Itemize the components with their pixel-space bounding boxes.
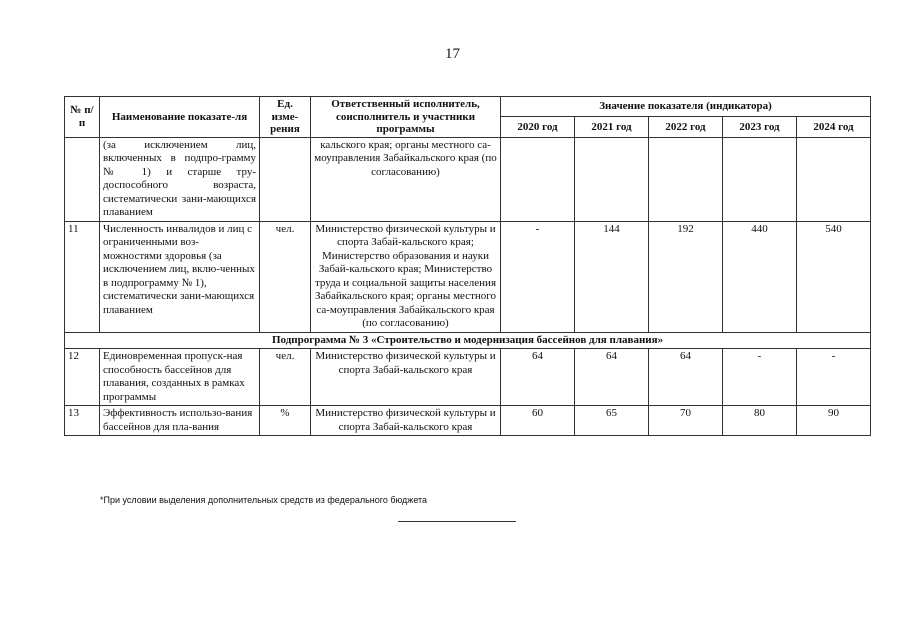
subprogram-row [65,332,871,349]
header-unit: Ед. изме-рения [260,97,311,138]
row-num: 11 [65,221,100,332]
row-value [575,137,649,221]
row-responsible: Министерство физической культуры и спорта Забай-кальского края; Министерство образования и науки Забай-кальского края; Министерство труда и социальной защиты населения Забайкальского края; органы местного са-моуправления Забайкальского края (по согласованию) [311,221,501,332]
subprogram-title: Подпрограмма № 3 «Строительство и модернизация бассейнов для плавания» [65,332,871,349]
row-value: 80 [723,406,797,436]
row-value: 90 [797,406,871,436]
row-value: - [797,349,871,406]
header-year: 2024 год [797,117,871,137]
row-value: 64 [649,349,723,406]
row-value: 70 [649,406,723,436]
row-value: 540 [797,221,871,332]
row-value [723,137,797,221]
row-value [501,137,575,221]
row-value [797,137,871,221]
indicators-table [64,96,871,436]
table-row [65,406,871,436]
row-num: 12 [65,349,100,406]
table-row [65,137,871,221]
table-row [65,221,871,332]
row-name: (за исключением лиц, включенных в подпро-грамму № 1) и старше тру-доспособного возраста, систематически зани-мающихся плаванием [100,137,260,221]
end-rule [398,521,516,522]
row-value: 144 [575,221,649,332]
header-year: 2020 год [501,117,575,137]
row-responsible: Министерство физической культуры и спорта Забай-кальского края [311,349,501,406]
header-year: 2023 год [723,117,797,137]
row-num: 13 [65,406,100,436]
row-value: 192 [649,221,723,332]
row-name: Единовременная пропуск-ная способность бассейнов для плавания, созданных в рамках программы [100,349,260,406]
row-num [65,137,100,221]
header-row-1 [65,97,871,117]
row-unit [260,137,311,221]
row-value: - [501,221,575,332]
row-responsible: Министерство физической культуры и спорта Забай-кальского края [311,406,501,436]
table-row [65,349,871,406]
row-unit: чел. [260,349,311,406]
footnote: *При условии выделения дополнительных средств из федерального бюджета [100,495,428,505]
header-year: 2021 год [575,117,649,137]
row-responsible: кальского края; органы местного са-моуправления Забайкальского края (по согласованию) [311,137,501,221]
row-value: 65 [575,406,649,436]
row-value: 60 [501,406,575,436]
row-name: Численность инвалидов и лиц с ограниченными воз-можностями здоровья (за исключением лиц, вклю-ченных в подпрограмму № 1), систематически зани-мающихся плаванием [100,221,260,332]
header-value-group: Значение показателя (индикатора) [501,97,871,117]
row-unit: % [260,406,311,436]
header-num: № п/п [65,97,100,138]
header-responsible: Ответственный исполнитель, соисполнитель и участники программы [311,97,501,138]
row-value [649,137,723,221]
page-number: 17 [445,46,460,62]
row-value: 64 [575,349,649,406]
header-year: 2022 год [649,117,723,137]
row-value: 440 [723,221,797,332]
header-name: Наименование показате-ля [100,97,260,138]
row-name: Эффективность использо-вания бассейнов для пла-вания [100,406,260,436]
row-value: - [723,349,797,406]
row-value: 64 [501,349,575,406]
row-unit: чел. [260,221,311,332]
